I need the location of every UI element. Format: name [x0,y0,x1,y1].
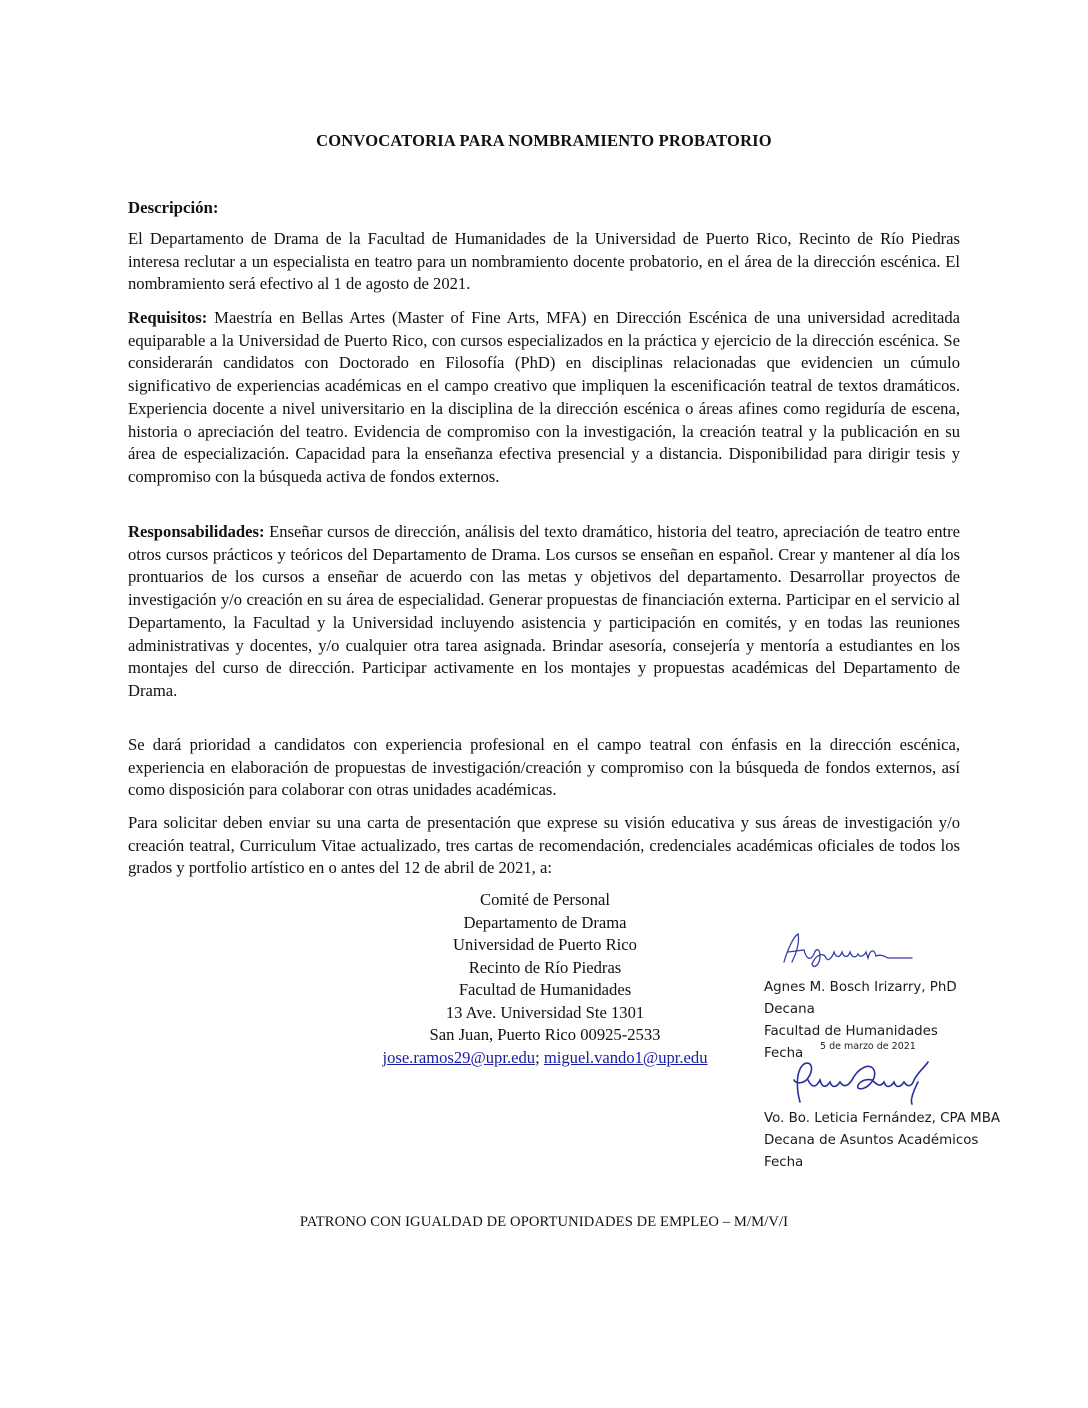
prioridad-paragraph: Se dará prioridad a candidatos con experiencia profesional en el campo teatral con énfasis en la dirección escénica, experiencia en elaboración de propuestas de investigación/creación y compromiso con la búsqueda de fondos externos, así como disposición para colaborar con otras unidades académicas. [128,735,960,800]
signatory-title: Decana [764,1002,815,1017]
signatory-name: Agnes M. Bosch Irizarry, PhD [764,980,957,995]
signatory-title: Decana de Asuntos Académicos [764,1133,979,1148]
responsabilidades-text: Enseñar cursos de dirección, análisis del texto dramático, historia del teatro, apreciación de teatro entre otros cursos prácticos y teóricos del Departamento de Drama. Los cursos se enseñan en español. Crear y mantener al día los prontuarios de los cursos a enseñar de acuerdo con las metas y objetivos del departamento. Desarrollar proyectos de investigación y/o creación en su área de especialidad. Generar propuestas de financiación externa. Participar en el servicio al Departamento, la Facultad y la Universidad incluyendo asistencia y participación en comités, y en todas las reuniones administrativas y docentes, y/o cualquier otra tarea asignada. Brindar asesoría, consejería y mentoría a estudiantes en los montajes del curso de dirección. Participar activamente en los montajes y propuestas académicas del Departamento de Drama. [128,522,960,700]
address-line: Recinto de Río Piedras [468,957,622,977]
equal-opportunity-footer: PATRONO CON IGUALDAD DE OPORTUNIDADES DE EMPLEO – M/M/V/I [299,1214,789,1230]
signatory-name: Vo. Bo. Leticia Fernández, CPA MBA [764,1111,1001,1126]
requisitos-paragraph [128,307,960,489]
signature-fernandez [778,1058,938,1108]
date-label: Fecha [764,1046,804,1061]
signatory-fernandez [764,1108,1000,1174]
email-separator: ; [535,1047,544,1067]
address-line: Departamento de Drama [463,912,627,932]
email-link-miguel-vando[interactable]: miguel.vando1@upr.edu [543,1047,708,1067]
signature-bosch [776,928,916,973]
mailing-address [340,889,750,1069]
document-title: CONVOCATORIA PARA NOMBRAMIENTO PROBATORIO [316,131,772,150]
responsabilidades-label: Responsabilidades: [128,522,265,541]
signature-date: 5 de marzo de 2021 [820,1041,916,1052]
address-line: Comité de Personal [480,890,610,909]
descripcion-heading: Descripción: [128,198,219,217]
address-line: Universidad de Puerto Rico [453,935,637,954]
solicitud-paragraph: Para solicitar deben enviar su una carta de presentación que exprese su visión educativa y sus áreas de investigación y/o creación teatral, Curriculum Vitae actualizado, tres cartas de recomendación, credenciales académicas oficiales de todos los grados y portfolio artístico en o antes del 12 de abril de 2021, a: [128,813,960,878]
address-line: 13 Ave. Universidad Ste 1301 [445,1002,645,1022]
signatory-unit: Facultad de Humanidades [764,1024,938,1039]
email-link-jose-ramos[interactable]: jose.ramos29@upr.edu [382,1047,536,1067]
date-label: Fecha [764,1155,804,1170]
address-line: San Juan, Puerto Rico 00925-2533 [429,1025,661,1044]
descripcion-paragraph: El Departamento de Drama de la Facultad de Humanidades de la Universidad de Puerto Rico, Recinto de Río Piedras interesa reclutar a un especialista en teatro para un nombramiento docente probatorio, en el área de la dirección escénica. El nombramiento será efectivo al 1 de agosto de 2021. [128,229,960,294]
requisitos-label: Requisitos: [128,308,208,327]
requisitos-text: Maestría en Bellas Artes (Master of Fine Arts, MFA) en Dirección Escénica de una universidad acreditada equiparable a la Universidad de Puerto Rico, con cursos especializados en la práctica y ejercicio de la dirección escénica. Se considerarán candidatos con Doctorado en Filosofía (PhD) en disciplinas relacionadas que evidencien un cúmulo significativo de experiencias académicas en el campo creativo que impliquen la escenificación teatral de textos dramáticos. Experiencia docente a nivel universitario en la disciplina de la dirección escénica o áreas afines como regiduría de escena, historia o apreciación del teatro. Evidencia de compromiso con la investigación, la creación teatral y la publicación en su área de especialización. Capacidad para la enseñanza efectiva presencial y a distancia. Disponibilidad para dirigir tesis y compromiso con la búsqueda activa de fondos externos. [128,308,960,486]
email-line [340,1047,750,1070]
responsabilidades-paragraph [128,521,960,703]
address-line: Facultad de Humanidades [458,980,632,999]
